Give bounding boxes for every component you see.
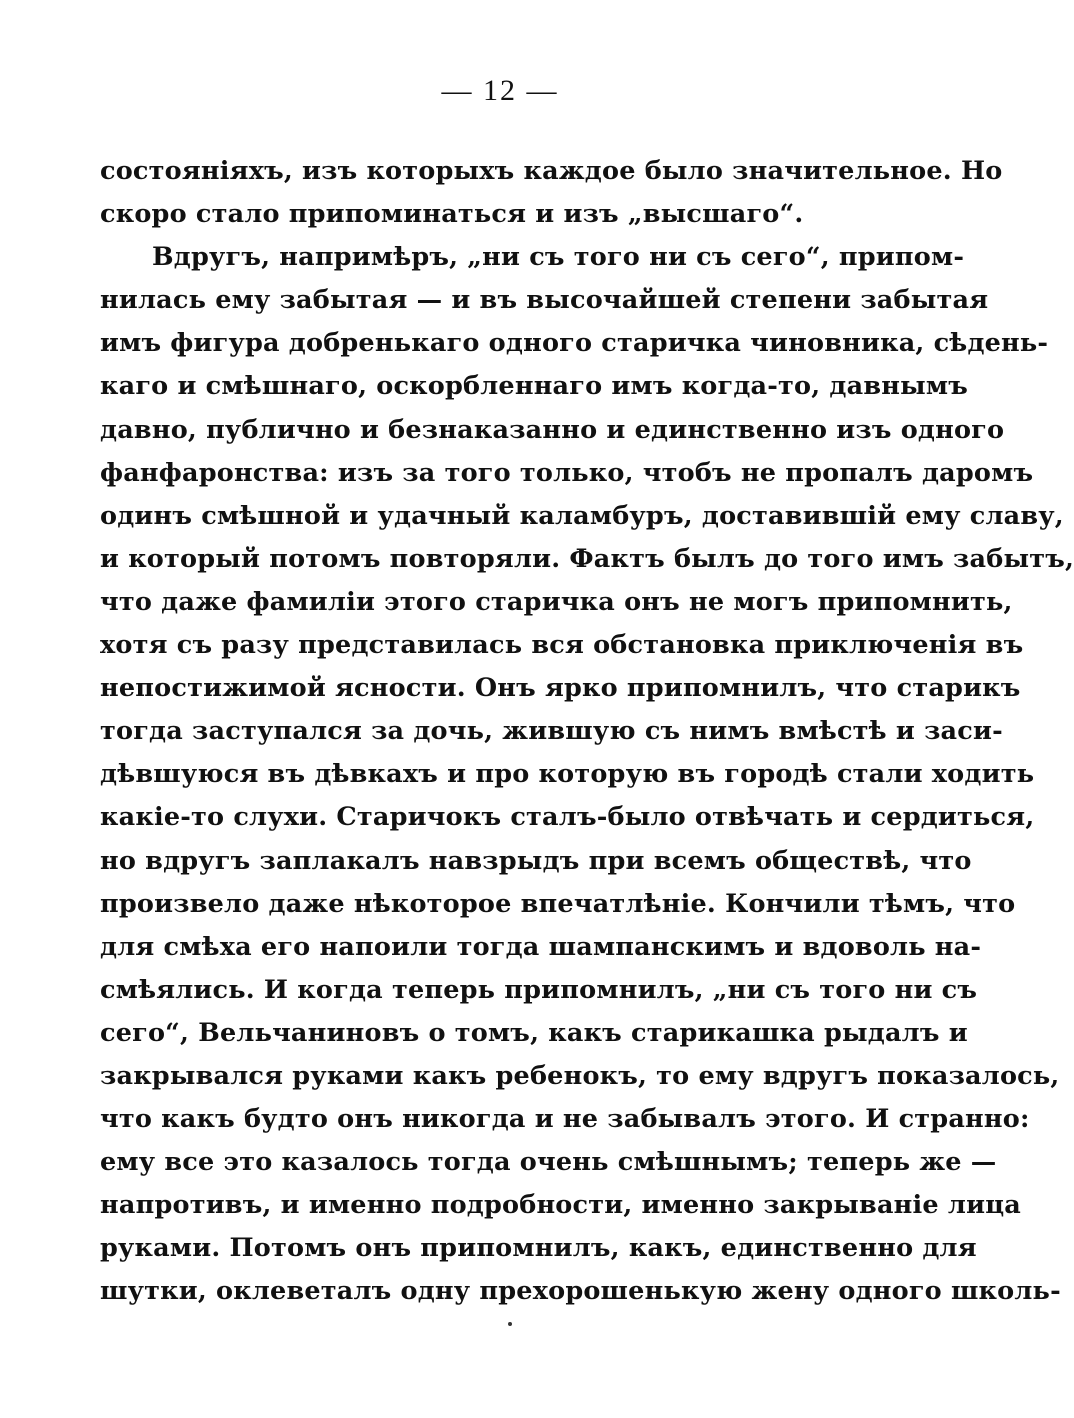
text-line: фанфаронства: изъ за того только, чтобъ не пропалъ даромъ xyxy=(100,457,1034,488)
text-line: дѣвшуюся въ дѣвкахъ и про которую въ городѣ стали ходить xyxy=(100,759,1035,790)
text-line: нилась ему забытая — и въ высочайшей степени забытая xyxy=(100,285,989,316)
text-line: давно, публично и безнаказанно и единственно изъ одного xyxy=(100,414,1005,445)
body-text xyxy=(100,150,1074,1314)
text-line: но вдругъ заплакалъ навзрыдъ при всемъ обществѣ, что xyxy=(100,845,972,876)
text-line: хотя съ разу представилась вся обстановка приключенiя въ xyxy=(100,630,1024,661)
text-line: сего“, Вельчаниновъ о томъ, какъ старикашка рыдалъ и xyxy=(100,1017,968,1048)
text-line: Вдругъ, напримѣръ, „ни съ того ни съ сего“, припом- xyxy=(152,242,965,273)
text-line: руками. Потомъ онъ припомнилъ, какъ, единственно для xyxy=(100,1233,977,1264)
text-line: для смѣха его напоили тогда шампанскимъ и вдоволь на- xyxy=(100,931,982,962)
text-line: имъ фигура добренькаго одного старичка чиновника, сѣдень- xyxy=(100,328,1049,359)
text-line: состоянiяхъ, изъ которыхъ каждое было значительное. Но xyxy=(100,156,1003,186)
text-line: одинъ смѣшной и удачный каламбуръ, доставившiй ему славу, xyxy=(100,500,1064,531)
text-line: и который потомъ повторяли. Фактъ былъ до того имъ забытъ, xyxy=(100,543,1074,574)
text-line: непостижимой ясности. Онъ ярко припомнилъ, что старикъ xyxy=(100,673,1021,704)
page-number: — 12 — xyxy=(441,74,559,107)
text-line: какiе-то слухи. Старичокъ сталъ-было отвѣчать и сердиться, xyxy=(100,802,1035,833)
text-line: произвело даже нѣкоторое впечатлѣнiе. Кончили тѣмъ, что xyxy=(100,888,1016,919)
text-line: скоро стало припоминаться и изъ „высшаго“. xyxy=(100,199,804,230)
text-line: напротивъ, и именно подробности, именно закрыванiе лица xyxy=(100,1190,1021,1221)
text-line: смѣялись. И когда теперь припомнилъ, „ни съ того ни съ xyxy=(100,974,978,1005)
text-line: шутки, оклеветалъ одну прехорошенькую жену одного школь- xyxy=(100,1276,1061,1307)
text-line: что даже фамилiи этого старичка онъ не могъ припомнить, xyxy=(100,586,1013,617)
text-line: ему все это казалось тогда очень смѣшнымъ; теперь же — xyxy=(100,1147,997,1178)
text-line: тогда заступался за дочь, жившую съ нимъ вмѣстѣ и заси- xyxy=(100,716,1003,747)
text-line: каго и смѣшнаго, оскорбленнаго имъ когда-то, давнымъ xyxy=(100,371,968,402)
text-line: закрывался руками какъ ребенокъ, то ему вдругъ показалось, xyxy=(100,1060,1060,1091)
text-line: что какъ будто онъ никогда и не забывалъ этого. И странно: xyxy=(100,1104,1030,1135)
print-mark-dot xyxy=(508,1322,512,1326)
